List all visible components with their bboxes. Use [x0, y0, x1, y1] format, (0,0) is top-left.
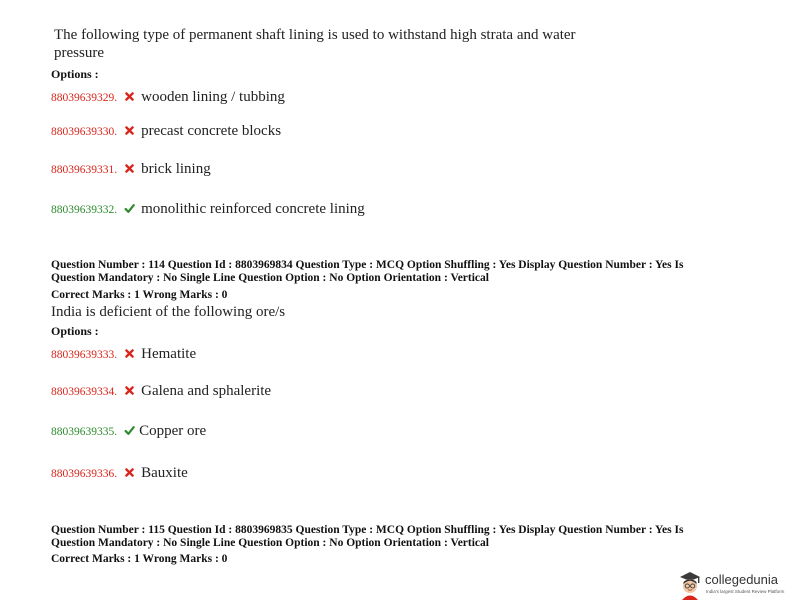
- option-id: 88039639336.: [51, 468, 118, 480]
- option-row: [51, 160, 211, 178]
- student-mascot-icon: [677, 570, 703, 602]
- cross-icon: [124, 125, 135, 136]
- options-label: Options :: [51, 67, 99, 81]
- question-marks: Correct Marks : 1 Wrong Marks : 0: [51, 553, 228, 565]
- question-text-line-1: The following type of permanent shaft lining is used to withstand high strata and water: [54, 27, 576, 43]
- cross-icon: [124, 348, 135, 359]
- question-meta-line-1: Question Number : 115 Question Id : 8803969835 Question Type : MCQ Option Shuffling : Yes Display Question Number : Yes Is: [51, 524, 684, 536]
- question-meta-line-2: Question Mandatory : No Single Line Question Option : No Option Orientation : Vertical: [51, 537, 489, 549]
- option-text: Hematite: [141, 346, 197, 362]
- cross-icon: [124, 385, 135, 396]
- option-row: [51, 464, 188, 482]
- collegedunia-logo: [677, 568, 789, 604]
- option-id: 88039639334.: [51, 386, 118, 398]
- cross-icon: [124, 467, 135, 478]
- option-row: [51, 200, 365, 218]
- question-meta-line-1: Question Number : 114 Question Id : 8803969834 Question Type : MCQ Option Shuffling : Yes Display Question Number : Yes Is: [51, 259, 684, 271]
- cross-icon: [124, 91, 135, 102]
- option-text: monolithic reinforced concrete lining: [141, 201, 365, 217]
- check-icon: [124, 425, 135, 436]
- option-id: 88039639335.: [51, 426, 118, 438]
- brand-name: collegedunia: [705, 572, 779, 587]
- option-id: 88039639331.: [51, 164, 118, 176]
- brand-tagline: India's largest Student Review Platform: [706, 589, 785, 594]
- option-row: [51, 345, 196, 363]
- option-row: [51, 422, 206, 440]
- option-text: wooden lining / tubbing: [141, 89, 285, 105]
- cross-icon: [124, 163, 135, 174]
- option-text: Bauxite: [141, 465, 188, 481]
- option-id: 88039639332.: [51, 204, 118, 216]
- option-id: 88039639333.: [51, 349, 118, 361]
- option-text: Copper ore: [139, 423, 207, 439]
- question-marks: Correct Marks : 1 Wrong Marks : 0: [51, 289, 228, 301]
- options-label: Options :: [51, 324, 99, 338]
- option-row: [51, 88, 285, 106]
- option-text: precast concrete blocks: [141, 123, 282, 139]
- option-id: 88039639329.: [51, 92, 118, 104]
- option-row: [51, 122, 281, 140]
- option-id: 88039639330.: [51, 126, 118, 138]
- option-text: Galena and sphalerite: [141, 383, 272, 399]
- check-icon: [124, 203, 135, 214]
- option-row: [51, 382, 271, 400]
- question-meta-line-2: Question Mandatory : No Single Line Question Option : No Option Orientation : Vertical: [51, 272, 489, 284]
- option-text: brick lining: [141, 161, 211, 177]
- question-text-line-2: pressure: [54, 45, 104, 61]
- question-text: India is deficient of the following ore/s: [51, 304, 286, 320]
